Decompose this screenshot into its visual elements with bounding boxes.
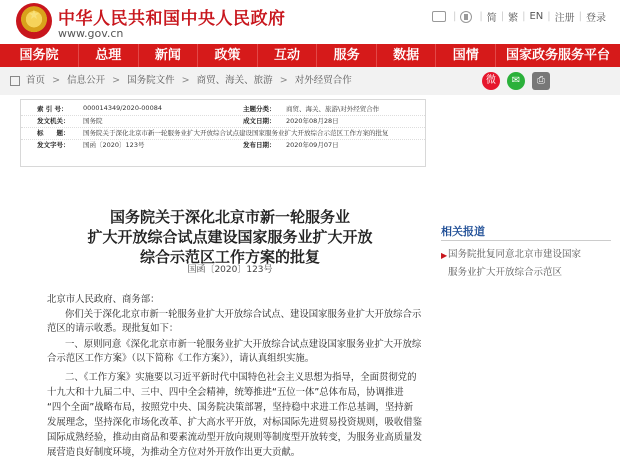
breadcrumb-foreign-trade[interactable]: 对外经贸合作 [294,75,352,86]
wechat-icon[interactable]: ✉ [507,72,525,90]
body-line: “四个全面”战略布局，按照党中央、国务院决策部署，坚持稳中求进工作总基调，坚持新 [47,402,413,413]
simplified-chinese-link[interactable]: 简 [486,13,497,24]
related-reports-title: 相关报道 [441,223,611,241]
issuer-label: 发文机关： [37,117,70,125]
site-header [0,0,620,44]
document-title-line-2: 扩大开放综合试点建设国家服务业扩大开放 [87,228,373,246]
nav-item-state-council[interactable]: 国务院 [0,44,79,67]
index-value: 000014349/2020-00084 [83,104,162,112]
weibo-icon[interactable]: 微 [482,72,500,90]
title-value: 国务院关于深化北京市新一轮服务业扩大开放综合试点建设国家服务业扩大开放综合示范区工作方案的批复 [83,129,389,137]
meta-row-title [21,128,425,140]
accessibility-icon[interactable] [460,11,472,23]
main-nav [0,44,620,67]
nav-item-interaction[interactable]: 互动 [258,44,318,67]
body-line: 一、原则同意《深化北京市新一轮服务业扩大开放综合试点建设国家服务业扩大开放综 [65,339,422,350]
index-label: 索 引 号： [37,105,68,113]
body-line: 国际成熟经验，推动由商品和要素流动型开放向规则等制度型开放转变，为服务业高质量发 [47,432,423,443]
published-value: 2020年09月07日 [286,141,339,149]
meta-row-index [21,104,425,116]
breadcrumb-bar [0,67,620,95]
category-value: 商贸、海关、旅游\对外经贸合作 [286,105,380,113]
nav-item-government-service-platform[interactable]: 国家政务服务平台 [506,48,611,63]
body-line: 十九大和十九届二中、三中、四中全会精神，统筹推进“五位一体”总体布局，协调推进 [47,387,404,398]
document-metadata-table [20,99,426,167]
related-report-link[interactable] [441,246,590,282]
published-label: 发布日期： [243,141,276,149]
document-title-line-3: 综合示范区工作方案的批复 [139,248,320,266]
login-link[interactable]: 登录 [586,13,606,24]
share-bar [482,72,557,90]
category-label: 主题分类： [243,105,276,113]
title-label: 标 题： [37,129,70,137]
created-value: 2020年08月28日 [286,117,339,125]
breadcrumb-home[interactable]: 首页 [26,75,46,86]
body-line: 合示范区工作方案》（以下简称《工作方案》），请认真组织实施。 [47,353,315,364]
print-icon[interactable]: ⎙ [532,72,550,90]
site-domain: www.gov.cn [58,27,124,40]
body-line: 二、《工作方案》实施要以习近平新时代中国特色社会主义思想为指导，全面贯彻党的 [65,372,417,383]
utility-links: | | 简 | 繁 | EN | 注册 | 登录 [432,9,606,24]
mail-icon[interactable] [432,11,446,22]
national-emblem-icon[interactable]: ★ [16,3,52,39]
body-line: 发展理念，坚持深化市场化改革、扩大高水平开放，对标国际先进贸易投资规则，吸收借鉴 [47,417,423,428]
body-line: 你们关于深化北京市新一轮服务业扩大开放综合试点、建设国家服务业扩大开放综合示 [65,309,422,320]
english-link[interactable]: EN [529,11,544,22]
body-line: 范区的请示收悉。现批复如下： [47,323,179,334]
breadcrumb: 首页 > 信息公开 > 国务院文件 > 商贸、海关、旅游 > 对外经贸合作 [10,67,352,95]
nav-item-policy[interactable]: 政策 [198,44,258,67]
body-line: 展营造良好制度环境，为推动全方位对外开放作出更大贡献。 [47,447,301,458]
document-title [80,207,380,267]
docno-label: 发文字号： [37,141,70,149]
related-reports [441,223,611,282]
nav-item-premier[interactable]: 总理 [79,44,139,67]
nav-item-service[interactable]: 服务 [317,44,377,67]
home-icon [10,76,20,86]
issuer-value: 国务院 [83,117,103,125]
document-title-line-1: 国务院关于深化北京市新一轮服务业 [109,208,350,226]
related-report-label[interactable]: 国务院批复同意北京市建设国家服务业扩大开放综合示范区 [448,249,582,278]
nav-item-data[interactable]: 数据 [377,44,437,67]
meta-row-docno [21,140,425,151]
nav-item-national-conditions[interactable]: 国情 [436,44,496,67]
register-link[interactable]: 注册 [554,13,575,24]
bullet-icon: ▶ [441,251,448,260]
meta-row-issuer [21,116,425,128]
body-salutation: 北京市人民政府、商务部： [47,294,160,305]
created-label: 成文日期： [243,117,276,125]
nav-item-news[interactable]: 新闻 [139,44,199,67]
breadcrumb-trade-customs-tourism[interactable]: 商贸、海关、旅游 [196,75,273,86]
site-title[interactable]: 中华人民共和国中央人民政府 [58,9,286,29]
document-number: 国函〔2020〕123号 [187,265,273,275]
docno-value: 国函〔2020〕123号 [83,141,145,149]
breadcrumb-state-council-documents[interactable]: 国务院文件 [127,75,175,86]
breadcrumb-info-disclosure[interactable]: 信息公开 [67,75,106,86]
traditional-chinese-link[interactable]: 繁 [508,13,519,24]
